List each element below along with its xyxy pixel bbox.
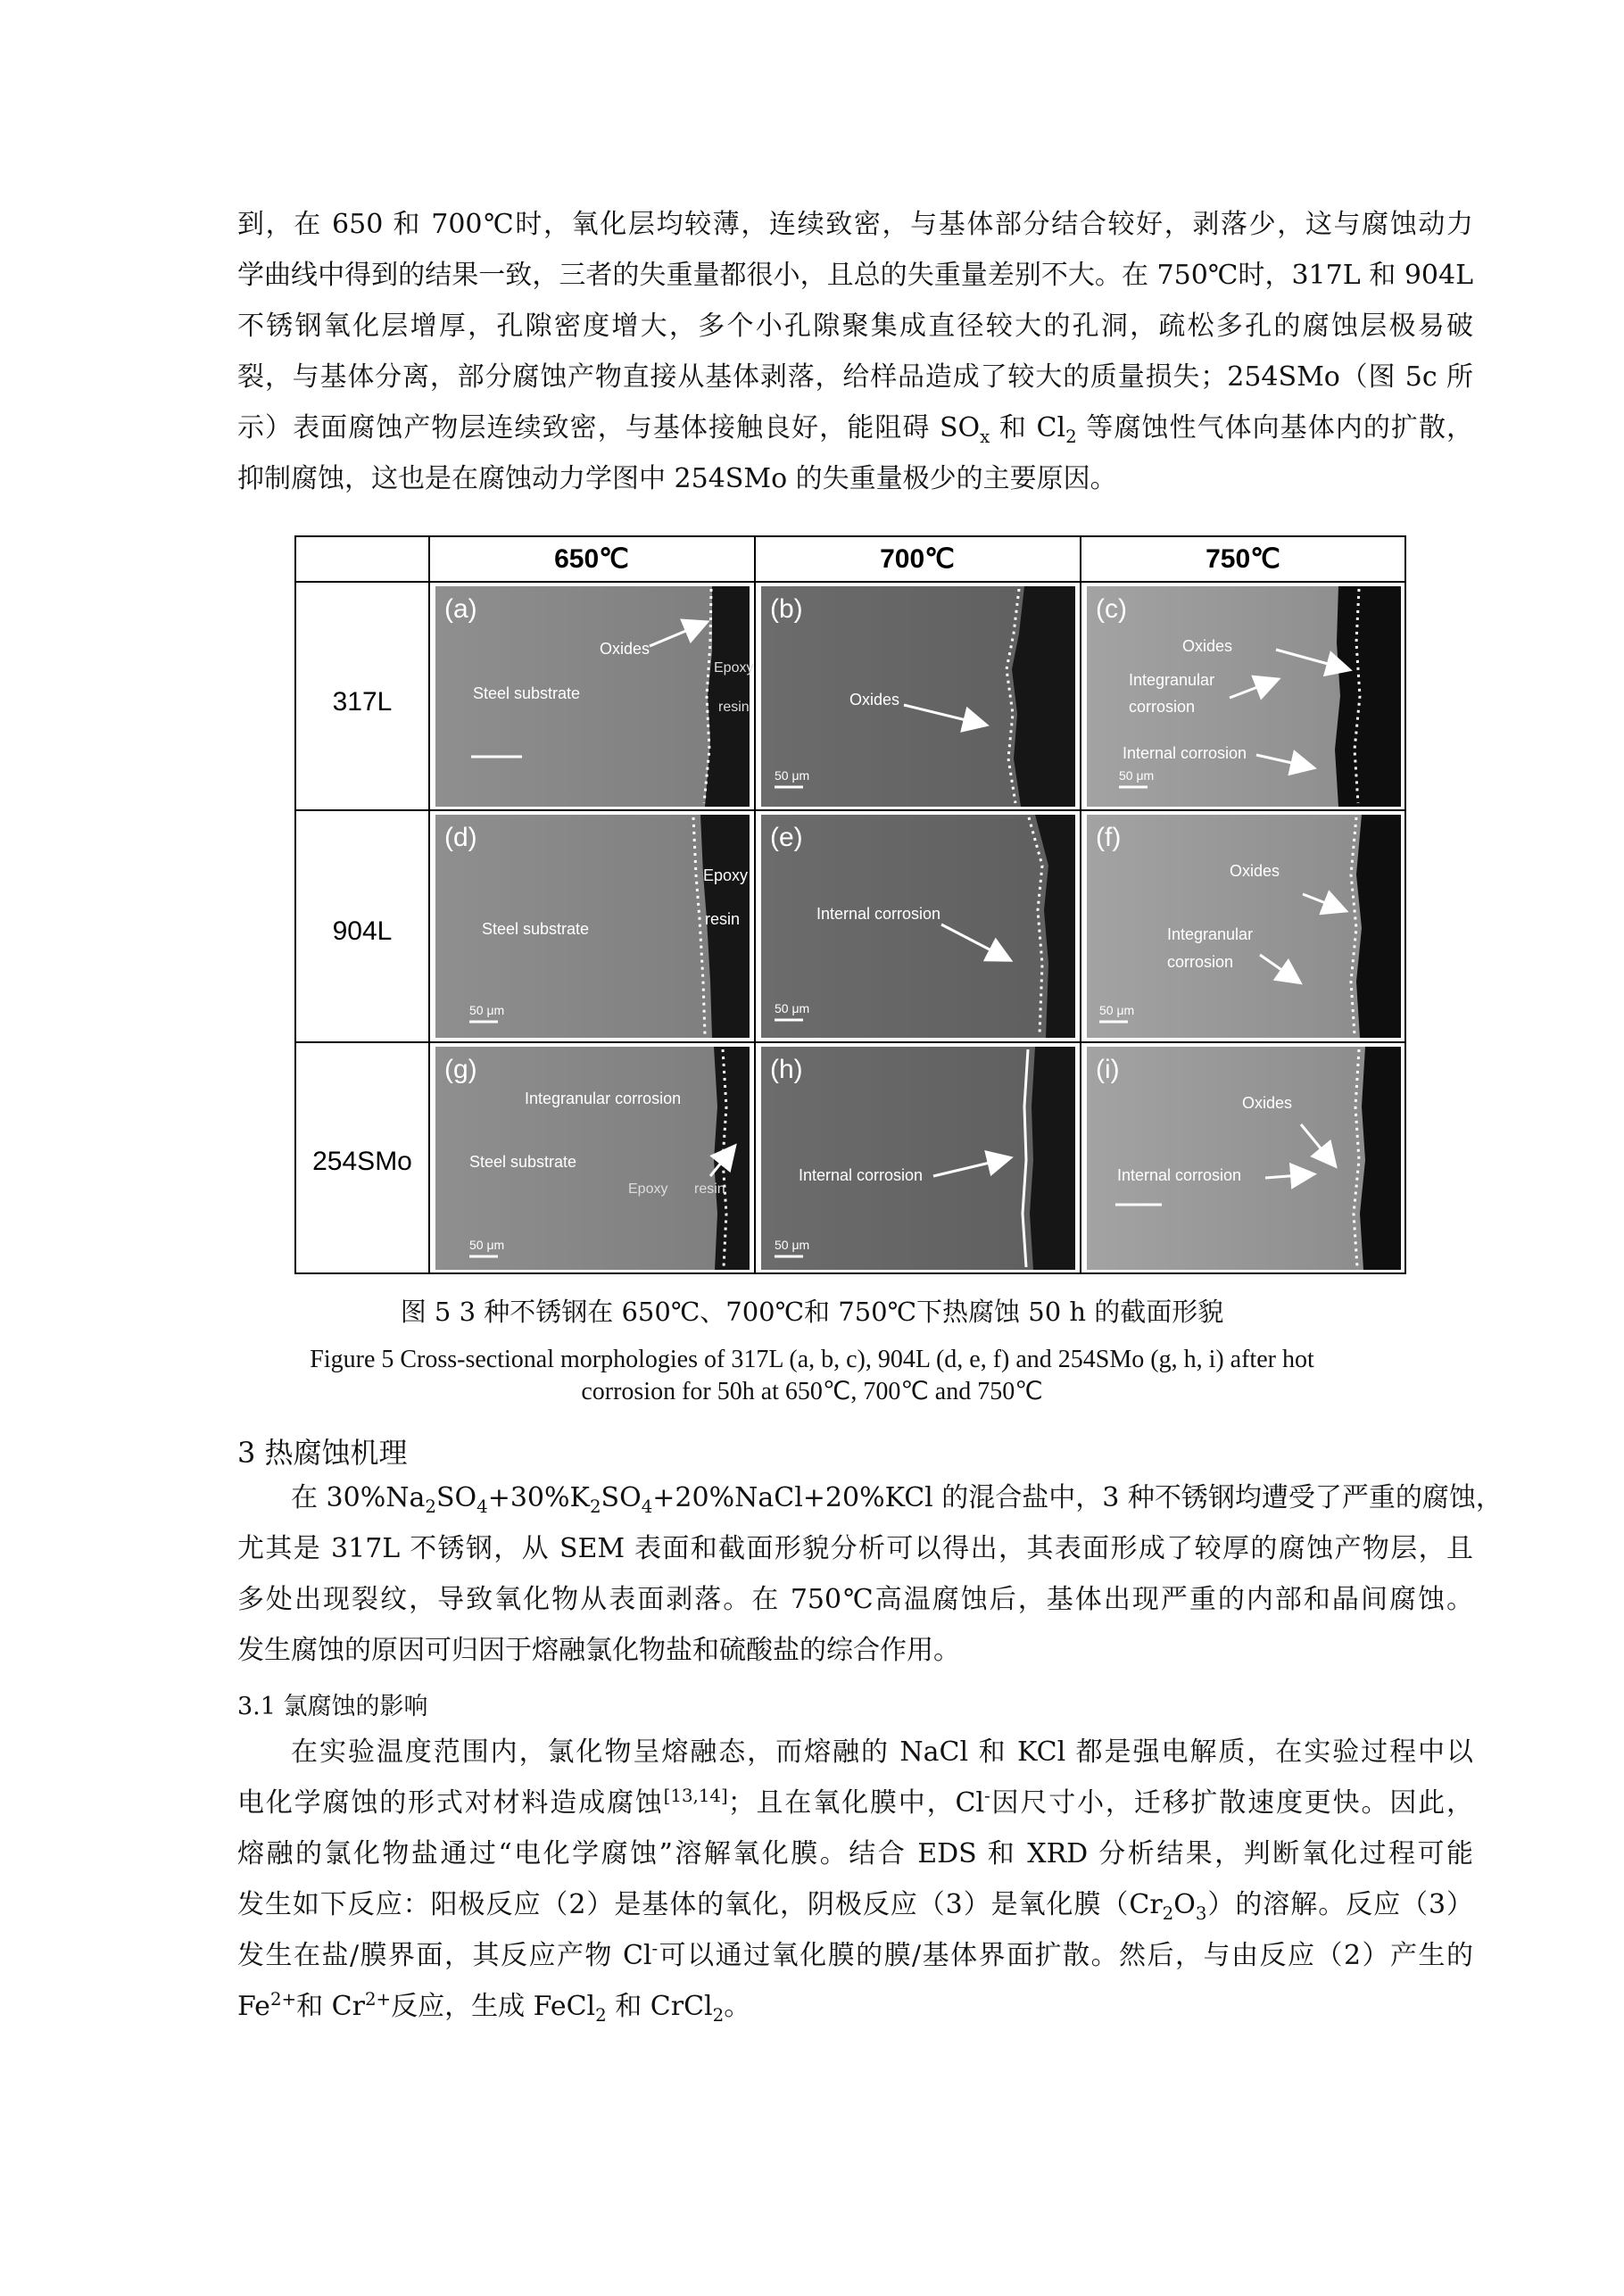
panel-a	[435, 586, 753, 807]
svg-text:corrosion: corrosion	[1167, 953, 1234, 971]
panel-e	[761, 815, 1075, 1038]
svg-text:50 μm: 50 μm	[469, 1003, 505, 1017]
paragraph-mixed-salt	[237, 1472, 1503, 1676]
text-line: 示）表面腐蚀产物层连续致密，与基体接触良好，能阻碍 $SO_x$ 和 $Cl_2$ 等腐蚀性气体向基体内的扩散，	[237, 412, 1474, 447]
text-line: 学曲线中得到的结果一致，三者的失重量都很小，且总的失重量差别不大。在 750℃时，317L 和 904L	[237, 260, 1473, 291]
svg-text:Steel substrate: Steel substrate	[469, 1153, 577, 1171]
svg-text:(a): (a)	[444, 594, 477, 624]
svg-text:Integranular corrosion: Integranular corrosion	[525, 1090, 682, 1107]
svg-text:Internal corrosion: Internal corrosion	[1117, 1166, 1242, 1184]
text-line: 抑制腐蚀，这也是在腐蚀动力学图中 254SMo 的失重量极少的主要原因。	[237, 463, 1117, 494]
svg-text:Oxides: Oxides	[849, 691, 900, 709]
panel-d	[435, 815, 750, 1038]
svg-text:Internal corrosion: Internal corrosion	[799, 1166, 924, 1184]
svg-text:resin: resin	[694, 1181, 725, 1197]
panel-c	[1087, 586, 1401, 807]
text-line: 在 $30\%Na_2SO_4+30\%K_2SO_4+20\%NaCl+20\%KCl$ 的混合盐中，3 种不锈钢均遭受了严重的腐蚀，	[291, 1482, 1503, 1517]
panel-f	[1087, 815, 1401, 1038]
svg-text:(g): (g)	[444, 1055, 477, 1084]
text-line: 电化学腐蚀的形式对材料造成腐蚀[13,14]；且在氧化膜中，Cl-因尺寸小，迁移扩散速度更快。因此，	[237, 1786, 1474, 1819]
figure-caption-cn: 图 5 3 种不锈钢在 650℃、700℃和 750℃下热腐蚀 50 h 的截面形貌	[400, 1297, 1224, 1327]
paragraph-chloride	[237, 1727, 1473, 2032]
svg-text:Oxides: Oxides	[1182, 637, 1233, 655]
subsection-heading: 3.1 氯腐蚀的影响	[237, 1693, 428, 1720]
col-header-700: 700℃	[880, 544, 955, 574]
svg-text:(e): (e)	[770, 823, 803, 852]
svg-text:Internal corrosion: Internal corrosion	[1123, 744, 1247, 762]
svg-text:(d): (d)	[444, 823, 477, 852]
svg-text:(c): (c)	[1096, 594, 1127, 624]
svg-text:50 μm: 50 μm	[1119, 768, 1155, 783]
svg-text:50 μm: 50 μm	[775, 1001, 810, 1015]
text-line: $Fe^{2+}$和 $Cr^{2+}$反应，生成 FeCl$_2$ 和 CrCl$_2$。	[237, 1989, 751, 2026]
row-header-904l: 904L	[332, 916, 393, 946]
col-header-650: 650℃	[554, 544, 629, 574]
svg-text:(i): (i)	[1096, 1055, 1120, 1084]
text-line: 发生在盐/膜界面，其反应产物 Cl-可以通过氧化膜的膜/基体界面扩散。然后，与由反应（2）产生的	[237, 1938, 1473, 1971]
row-header-254smo: 254SMo	[312, 1147, 412, 1176]
svg-text:(b): (b)	[770, 594, 803, 624]
text-line: 多处出现裂纹，导致氧化物从表面剥落。在 750℃高温腐蚀后，基体出现严重的内部和晶间腐蚀。	[237, 1584, 1473, 1615]
paragraph-top	[237, 199, 1473, 504]
svg-text:Epoxy: Epoxy	[714, 660, 754, 676]
text-line: 发生腐蚀的原因可归因于熔融氯化物盐和硫酸盐的综合作用。	[237, 1635, 960, 1666]
svg-text:Steel substrate: Steel substrate	[482, 920, 590, 938]
section-heading: 3 热腐蚀机理	[237, 1436, 408, 1470]
figure-caption-en: Figure 5 Cross-sectional morphologies of 317L (a, b, c), 904L (d, e, f) and 254SMo (g, h, i) after hot corrosion for 50h at 650℃, 700℃ and 750℃	[310, 1346, 1314, 1405]
svg-text:Oxides: Oxides	[1242, 1094, 1293, 1112]
text-line: 熔融的氯化物盐通过“电化学腐蚀”溶解氧化膜。结合 EDS 和 XRD 分析结果，判断氧化过程可能	[237, 1838, 1473, 1869]
text-line: 裂，与基体分离，部分腐蚀产物直接从基体剥落，给样品造成了较大的质量损失；254SMo（图 5c 所	[237, 361, 1473, 393]
svg-text:corrosion: corrosion	[1129, 698, 1196, 716]
row-header-317l: 317L	[332, 687, 393, 717]
svg-text:Epoxy: Epoxy	[628, 1181, 668, 1197]
svg-text:Steel substrate: Steel substrate	[473, 684, 581, 702]
svg-text:resin: resin	[705, 910, 741, 928]
text-line: 尤其是 317L 不锈钢，从 SEM 表面和截面形貌分析可以得出，其表面形成了较厚的腐蚀产物层，且	[237, 1533, 1473, 1564]
svg-text:50 μm: 50 μm	[775, 1238, 810, 1252]
svg-text:Oxides: Oxides	[1230, 862, 1280, 880]
svg-text:Epoxy: Epoxy	[703, 866, 749, 884]
text-line: 到，在 650 和 700℃时，氧化层均较薄，连续致密，与基体部分结合较好，剥落少，这与腐蚀动力	[237, 209, 1473, 240]
svg-text:50 μm: 50 μm	[775, 768, 810, 783]
text-line: 在实验温度范围内，氯化物呈熔融态，而熔融的 NaCl 和 KCl 都是强电解质，在实验过程中以	[291, 1737, 1473, 1768]
panel-h	[761, 1047, 1075, 1270]
text-line: 发生如下反应：阳极反应（2）是基体的氧化，阴极反应（3）是氧化膜$(Cr_2O_3)$的溶解。反应（3）	[237, 1889, 1474, 1924]
panel-g	[435, 1047, 750, 1270]
svg-text:(h): (h)	[770, 1055, 803, 1084]
svg-text:Internal corrosion: Internal corrosion	[816, 905, 941, 923]
figure-5	[294, 535, 1406, 1274]
col-header-750: 750℃	[1206, 544, 1280, 574]
panel-b	[761, 586, 1075, 807]
svg-text:Integranular: Integranular	[1129, 671, 1215, 689]
svg-text:50 μm: 50 μm	[469, 1238, 505, 1252]
svg-text:50 μm: 50 μm	[1099, 1003, 1135, 1017]
svg-text:Oxides: Oxides	[600, 640, 650, 658]
text-line: 不锈钢氧化层增厚，孔隙密度增大，多个小孔隙聚集成直径较大的孔洞，疏松多孔的腐蚀层极易破	[237, 311, 1473, 342]
panel-i	[1087, 1047, 1401, 1270]
svg-text:(f): (f)	[1096, 823, 1122, 852]
svg-text:resin: resin	[718, 700, 750, 715]
svg-text:Integranular: Integranular	[1167, 925, 1254, 943]
